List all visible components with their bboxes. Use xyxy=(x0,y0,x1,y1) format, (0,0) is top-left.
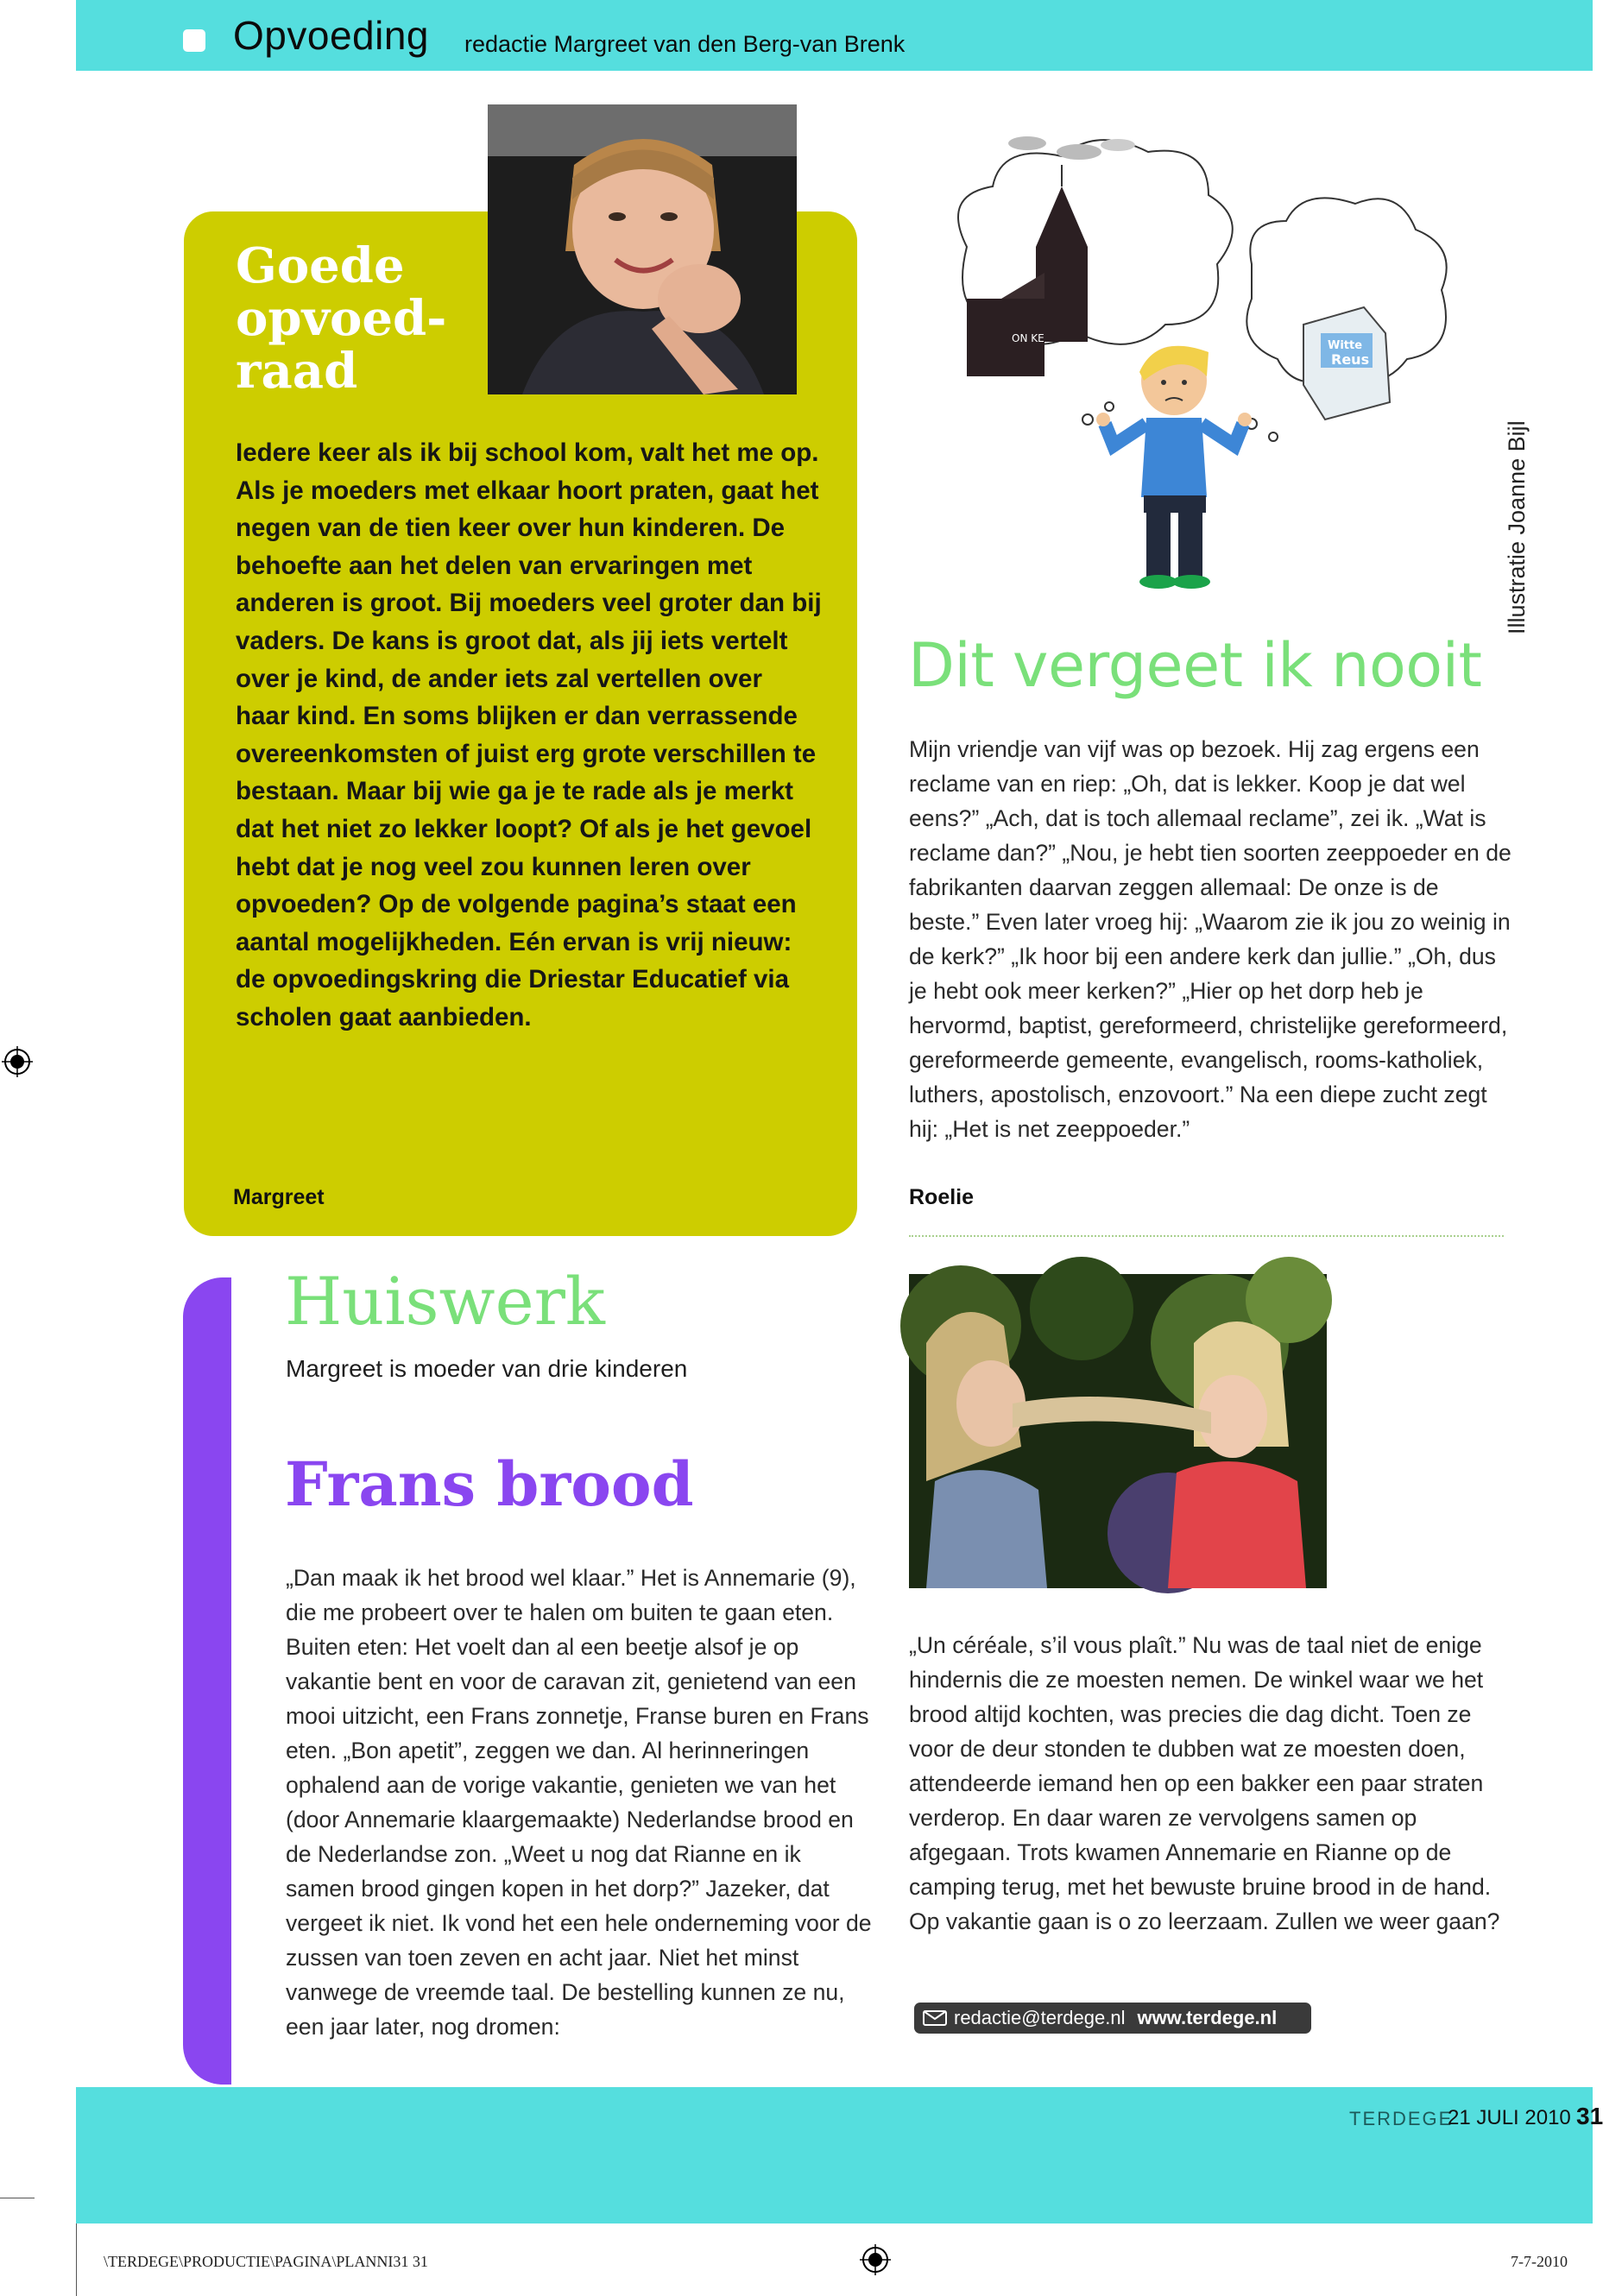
registration-mark-icon xyxy=(860,2244,891,2275)
contact-email-link[interactable]: redactie@terdege.nl xyxy=(954,2007,1126,2028)
article-body: „Dan maak ik het brood wel klaar.” Het is Annemarie (9), die me probeert over te halen om buiten te gaan eten. Buiten eten: Het voelt dan al een beetje alsof je op vakantie bent en voor de caravan zit, genietend van een mooi uitzicht, een Frans zonnetje, Franse buren en Frans eten. „Bon apetit”, zeggen we dan. Al herinneringen ophalend aan de vorige vakantie, genieten we van het (door Annemarie klaargemaakte) Nederlandse brood en de Nederlandse zon. „Weet u nog dat Rianne en ik samen brood gingen kopen in het dorp?” Jazeker, dat vergeet ik niet. Ik vond het een hele onderneming voor de zussen van toen zeven en acht jaar. Niet het minst vanwege de vreemde taal. De bestelling kunnen ze nu, een jaar later, nog dromen: xyxy=(286,1565,872,2040)
dit-vergeet-body: Mijn vriendje van vijf was op bezoek. Hij zag ergens een reclame van en riep: „Oh, dat is lekker. Koop je dat wel eens?” „Ach, dat is toch allemaal reclame”, zei ik. „Wat is reclame dan?” „Nou, je hebt tien soorten zeeppoeder en de fabrikanten daarvan zeggen allemaal: De onze is de beste.” Even later vroeg hij: „Waarom zie ik jou zo weinig in de kerk?” „Ik hoor bij een andere kerk dan jullie.” „Oh, dus je hebt ook meer kerken?” „Hier op het dorp heb je hervormd, baptist, gereformeerd, christelijke gereformeerd, gereformeerde gemeente, evangelisch, rooms-katholiek, luthers, apostolisch, enzovoort.” Na een diepe zucht zegt hij: „Het is net zeeppoeder.” xyxy=(909,736,1511,1142)
dit-vergeet-signature: Roelie xyxy=(909,1185,975,1209)
article-continuation: „Un céréale, s’il vous plaît.” Nu was de taal niet de enige hindernis die ze moesten nemen. De winkel waar we het brood altijd kochten, was precies die dag dicht. Toen ze voor de deur stonden te dubben wat ze moesten doen, attendeerde iemand hen op een bakker een paar straten verderop. En daar waren ze vervolgens samen op afgegaan. Trots kwamen Annemarie en Rianne op de camping terug, met het bewuste bruine brood in de hand. Op vakantie gaan is o zo leerzaam. Zullen we weer gaan? xyxy=(909,1632,1500,1934)
contact-bar xyxy=(914,2003,1311,2034)
crop-mark xyxy=(76,2223,77,2296)
soap-box-label: Reus xyxy=(1331,351,1370,368)
girls-bread-photo xyxy=(909,1274,1327,1588)
column-title-line: opvoed- xyxy=(236,290,447,347)
soap-box-label: Witte xyxy=(1328,339,1363,352)
column-title-line: Goede xyxy=(236,237,405,294)
divider xyxy=(909,1235,1504,1237)
illustration-drawing xyxy=(932,126,1485,599)
child-illustration xyxy=(932,126,1485,599)
section-title: Opvoeding xyxy=(233,13,429,58)
section-editor: redactie Margreet van den Berg-van Brenk xyxy=(464,31,906,57)
church-label: ON KE xyxy=(1012,332,1044,344)
huiswerk-title: Huiswerk xyxy=(285,1263,605,1340)
mail-icon xyxy=(923,2010,947,2026)
article-title: Frans brood xyxy=(285,1448,694,1520)
slug-date: 7-7-2010 xyxy=(1511,2253,1568,2270)
column-title-line: raad xyxy=(236,343,358,400)
section-marker xyxy=(183,29,205,52)
page-number: 31 xyxy=(1576,2103,1603,2129)
huiswerk-accent-bar xyxy=(183,1277,231,2085)
contact-website-link[interactable]: www.terdege.nl xyxy=(1137,2007,1278,2028)
column-signature: Margreet xyxy=(233,1185,325,1209)
author-portrait xyxy=(488,104,797,394)
dit-vergeet-title: Dit vergeet ik nooit xyxy=(908,630,1482,701)
photo-image xyxy=(909,1274,1327,1588)
footer-brand: TERDEGE xyxy=(1349,2108,1454,2129)
slug-path: \TERDEGE\PRODUCTIE\PAGINA\PLANNI31 31 xyxy=(104,2253,428,2270)
huiswerk-subtitle: Margreet is moeder van drie kinderen xyxy=(286,1355,688,1382)
footer-date: 21 JULI 2010 xyxy=(1448,2106,1571,2129)
column-body: Iedere keer als ik bij school kom, valt het me op. Als je moeders met elkaar hoort praten, gaat het negen van de tien keer over hun kinderen. De behoefte aan het delen van ervaringen met anderen is groot. Bij moeders veel groter dan bij vaders. De kans is groot dat, als jij iets vertelt over je kind, de ander iets zal vertellen over haar kind. En soms blijken er dan verrassende overeenkomsten of juist erg grote verschillen te bestaan. Maar bij wie ga je te rade als je merkt dat het niet zo lekker loopt? Of als je het gevoel hebt dat je nog veel zou kunnen leren over opvoeden? Op de volgende pagina’s staat een aantal mogelijkheden. Eén ervan is vrij nieuw: de opvoedingskring die Driestar Educatief via scholen gaat aanbieden. xyxy=(236,438,822,1031)
column-title xyxy=(236,237,460,400)
portrait-photo xyxy=(488,104,797,394)
registration-mark-icon xyxy=(2,1046,33,1077)
illustration-credit: Illustratie Joanne Bijl xyxy=(1504,420,1530,634)
